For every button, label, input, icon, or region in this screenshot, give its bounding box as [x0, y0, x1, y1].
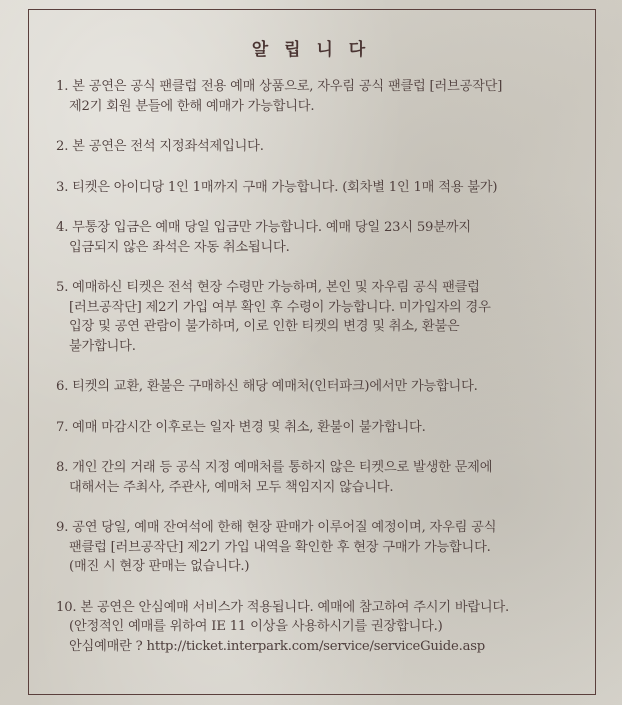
- notice-line: 9. 공연 당일, 예매 잔여석에 한해 현장 판매가 이루어질 예정이며, 자우림 공식: [56, 520, 497, 535]
- notice-line: 대해서는 주최사, 주관사, 예매처 모두 책임지지 않습니다.: [69, 479, 394, 495]
- notice-line: 10. 본 공연은 안심예매 서비스가 적용됩니다. 예매에 참고하여 주시기 바랍니다.: [56, 599, 509, 615]
- notice-item-4: [56, 218, 576, 257]
- notice-line: 2. 본 공연은 전석 지정좌석제입니다.: [56, 139, 264, 154]
- notice-item-8: [56, 458, 576, 497]
- notice-line: 3. 티켓은 아이디당 1인 1매까지 구매 가능합니다. (회차별 1인 1매 적용 불가): [56, 179, 498, 195]
- notice-item-2: [56, 137, 576, 157]
- notice-line: 7. 예매 마감시간 이후로는 일자 변경 및 취소, 환불이 불가합니다.: [56, 419, 426, 435]
- notice-item-3: [56, 178, 576, 198]
- notice-item-7: [56, 418, 576, 438]
- notice-line: 1. 본 공연은 공식 팬클럽 전용 예매 상품으로, 자우림 공식 팬클럽 [러브공작단]: [56, 79, 503, 94]
- notice-list: [56, 77, 576, 677]
- notice-title: 알 립 니 다: [251, 40, 371, 60]
- notice-line: 팬클럽 [러브공작단] 제2기 가입 내역을 확인한 후 현장 구매가 가능합니다.: [69, 539, 491, 555]
- notice-item-6: [56, 377, 576, 397]
- notice-line: 제2기 회원 분들에 한해 예매가 가능합니다.: [69, 98, 315, 114]
- notice-line: 입장 및 공연 관람이 불가하며, 이로 인한 티켓의 변경 및 취소, 환불은: [69, 319, 460, 334]
- notice-line: [러브공작단] 제2기 가입 여부 확인 후 수령이 가능합니다. 미가입자의 경우: [69, 299, 491, 315]
- notice-item-5: [56, 278, 576, 356]
- notice-line: 안심예매란 ? http://ticket.interpark.com/service/serviceGuide.asp: [69, 638, 486, 654]
- notice-line: 5. 예매하신 티켓은 전석 현장 수령만 가능하며, 본인 및 자우림 공식 팬클럽: [56, 280, 480, 295]
- notice-item-1: [56, 77, 576, 116]
- notice-line: 6. 티켓의 교환, 환불은 구매하신 해당 예매처(인터파크)에서만 가능합니다.: [56, 379, 478, 394]
- notice-line: 입금되지 않은 좌석은 자동 취소됩니다.: [69, 239, 290, 255]
- notice-line: 불가합니다.: [69, 338, 136, 354]
- notice-line: 4. 무통장 입금은 예매 당일 입금만 가능합니다. 예매 당일 23시 59분까지: [56, 220, 471, 235]
- notice-item-9: [56, 518, 576, 577]
- notice-line: 8. 개인 간의 거래 등 공식 지정 예매처를 통하지 않은 티켓으로 발생한 문제에: [56, 460, 493, 475]
- notice-line: (안정적인 예매를 위하여 IE 11 이상을 사용하시기를 권장합니다.): [69, 619, 443, 634]
- notice-line: (매진 시 현장 판매는 없습니다.): [69, 559, 250, 574]
- notice-item-10: [56, 598, 576, 657]
